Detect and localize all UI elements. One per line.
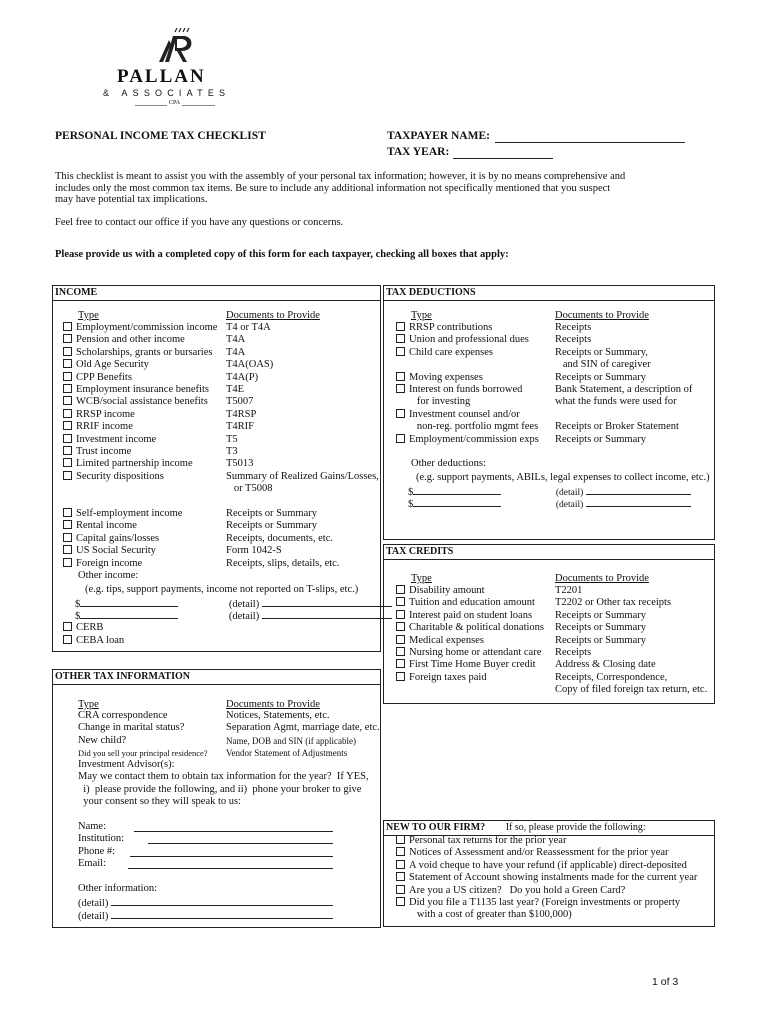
income-cerb[interactable]: CERB bbox=[63, 622, 103, 635]
credits-header: TAX CREDITS bbox=[384, 545, 714, 560]
income-type: Pension and other income bbox=[76, 334, 185, 346]
income-type: RRIF income bbox=[76, 421, 133, 433]
checkbox[interactable] bbox=[396, 372, 405, 381]
other-tax-docs: Separation Agmt, marriage date, etc. bbox=[226, 722, 380, 734]
income-row[interactable] bbox=[63, 434, 156, 447]
income-type: Employment/commission income bbox=[76, 322, 218, 333]
income-other-example: (e.g. tips, support payments, income not reported on T-slips, etc.) bbox=[85, 584, 359, 595]
checkbox[interactable] bbox=[63, 372, 72, 381]
checkbox[interactable] bbox=[63, 446, 72, 455]
deductions-row[interactable] bbox=[396, 434, 539, 447]
new-firm-text: Are you a US citizen? Do you hold a Green Card? bbox=[409, 884, 626, 896]
income-type: Foreign income bbox=[76, 557, 143, 569]
new-firm-row[interactable] bbox=[396, 885, 625, 898]
checkbox[interactable] bbox=[63, 322, 72, 331]
income-other-line-2: $ (detail) bbox=[75, 609, 392, 624]
income-docs: Summary of Realized Gains/Losses, bbox=[226, 470, 379, 482]
credits-docs: Receipts or Summary bbox=[555, 634, 646, 646]
page-number: 1 of 3 bbox=[652, 976, 679, 988]
advisor-field-label: Email: bbox=[78, 858, 106, 870]
deductions-docs: Receipts bbox=[555, 334, 592, 346]
deductions-type: Interest on funds borrowed bbox=[409, 384, 523, 395]
income-docs: T4A bbox=[226, 346, 246, 358]
income-type: Trust income bbox=[76, 446, 132, 457]
income-type: Security dispositions bbox=[76, 470, 164, 482]
logo-sub: & ASSOCIATES bbox=[103, 88, 231, 98]
other-tax-type: Did you sell your principal residence? bbox=[78, 748, 208, 759]
checkbox[interactable] bbox=[63, 622, 72, 631]
new-firm-row[interactable] bbox=[396, 897, 680, 910]
deductions-type: Child care expenses bbox=[409, 346, 493, 358]
credits-row[interactable] bbox=[396, 622, 544, 635]
credits-row[interactable] bbox=[396, 597, 535, 610]
logo-mark-icon bbox=[95, 22, 255, 66]
other-tax-section bbox=[52, 669, 381, 928]
income-docs: T4A(P) bbox=[226, 371, 259, 383]
taxpayer-name-label: TAXPAYER NAME: bbox=[387, 130, 490, 142]
checkbox[interactable] bbox=[63, 458, 72, 467]
new-firm-text: Notices of Assessment and/or Reassessment for the prior year bbox=[409, 847, 669, 859]
checkbox[interactable] bbox=[396, 585, 405, 594]
checkbox[interactable] bbox=[63, 508, 72, 517]
income-docs: Receipts or Summary bbox=[226, 520, 317, 532]
checkbox[interactable] bbox=[396, 835, 405, 844]
income-row[interactable] bbox=[63, 334, 185, 347]
income-row[interactable] bbox=[63, 558, 142, 571]
income-docs: T5007 bbox=[226, 396, 254, 408]
income-docs: T3 bbox=[226, 446, 238, 457]
credits-row[interactable] bbox=[396, 585, 485, 598]
checkbox[interactable] bbox=[396, 635, 405, 644]
income-docs: T5013 bbox=[226, 458, 254, 470]
credits-type: Medical expenses bbox=[409, 634, 484, 646]
new-firm-text: A void cheque to have your refund (if applicable) direct-deposited bbox=[409, 859, 687, 871]
advisor-field[interactable] bbox=[78, 833, 124, 846]
other-info-line-2[interactable]: (detail) bbox=[78, 909, 333, 924]
deductions-col-docs: Documents to Provide bbox=[555, 310, 649, 321]
instruction-text: Please provide us with a completed copy of this form for each taxpayer, checking all boxes that apply: bbox=[55, 249, 509, 260]
income-docs: T4RSP bbox=[226, 408, 257, 420]
new-firm-text: Statement of Account showing instalments made for the current year bbox=[409, 872, 698, 884]
advisor-line: i) please provide the following, and ii) phone your broker to give bbox=[78, 783, 362, 795]
income-row[interactable] bbox=[63, 446, 131, 459]
deductions-docs: what the funds were used for bbox=[555, 396, 677, 408]
deductions-docs: Receipts or Broker Statement bbox=[555, 421, 679, 433]
other-tax-docs: Name, DOB and SIN (if applicable) bbox=[226, 735, 356, 746]
new-firm-text: Personal tax returns for the prior year bbox=[409, 835, 567, 846]
advisor-line: Investment Advisor(s): bbox=[78, 759, 175, 770]
credits-docs: Receipts bbox=[555, 647, 592, 658]
income-docs: T5 bbox=[226, 433, 238, 445]
checkbox[interactable] bbox=[396, 885, 405, 894]
checkbox[interactable] bbox=[63, 520, 72, 529]
deductions-type: for investing bbox=[409, 396, 471, 408]
deductions-type: non-reg. portfolio mgmt fees bbox=[409, 421, 539, 433]
credits-docs: Receipts or Summary bbox=[555, 622, 646, 634]
checkbox[interactable] bbox=[396, 347, 405, 356]
checkbox[interactable] bbox=[396, 622, 405, 631]
income-row[interactable] bbox=[63, 471, 164, 484]
logo-company: PALLAN bbox=[117, 66, 206, 87]
checkbox[interactable] bbox=[396, 434, 405, 443]
credits-docs: Address & Closing date bbox=[555, 659, 656, 671]
income-row[interactable] bbox=[63, 347, 212, 360]
other-tax-type: New child? bbox=[78, 734, 127, 746]
credits-type: Foreign taxes paid bbox=[409, 671, 487, 683]
income-row[interactable] bbox=[63, 520, 137, 533]
checkbox[interactable] bbox=[396, 897, 405, 906]
income-docs: Receipts or Summary bbox=[226, 508, 317, 519]
income-type: Capital gains/losses bbox=[76, 532, 160, 544]
new-firm-row bbox=[396, 909, 572, 922]
credits-row[interactable] bbox=[396, 672, 487, 685]
credits-col-docs: Documents to Provide bbox=[555, 573, 649, 584]
deductions-other-line-1: $ (detail) bbox=[408, 485, 691, 500]
deductions-type: Employment/commission exps bbox=[409, 433, 539, 445]
checkbox[interactable] bbox=[63, 421, 72, 430]
new-firm-section bbox=[383, 820, 715, 927]
checkbox[interactable] bbox=[63, 384, 72, 393]
deductions-row[interactable] bbox=[396, 384, 522, 397]
income-section bbox=[52, 285, 381, 652]
credits-type: Charitable & political donations bbox=[409, 622, 545, 634]
deductions-type: Investment counsel and/or bbox=[409, 408, 520, 420]
other-tax-col-type: Type bbox=[78, 699, 99, 710]
other-tax-type: Change in marital status? bbox=[78, 722, 185, 734]
credits-type: Tuition and education amount bbox=[409, 597, 535, 609]
advisor-field-label: Phone #: bbox=[78, 845, 116, 857]
checkbox[interactable] bbox=[396, 597, 405, 606]
deductions-docs: Receipts or Summary bbox=[555, 371, 646, 383]
credits-col-type: Type bbox=[411, 573, 432, 584]
other-info-label: Other information: bbox=[78, 883, 158, 894]
other-tax-col-docs: Documents to Provide bbox=[226, 699, 320, 710]
taxpayer-name-field[interactable] bbox=[495, 142, 685, 143]
new-firm-row[interactable] bbox=[396, 860, 687, 873]
credits-section bbox=[383, 544, 715, 704]
deductions-col-type: Type bbox=[411, 310, 432, 321]
deductions-other-label: Other deductions: bbox=[411, 458, 486, 469]
other-tax-docs: Vendor Statement of Adjustments bbox=[226, 748, 348, 759]
income-docs: T4E bbox=[226, 384, 245, 395]
income-docs: Receipts, documents, etc. bbox=[226, 532, 334, 544]
other-tax-type: CRA correspondence bbox=[78, 710, 168, 721]
deductions-row[interactable] bbox=[396, 347, 493, 360]
checkbox[interactable] bbox=[63, 545, 72, 554]
other-tax-header: OTHER TAX INFORMATION bbox=[53, 670, 380, 685]
checkbox[interactable] bbox=[396, 322, 405, 331]
deductions-docs: Bank Statement, a description of bbox=[555, 384, 693, 395]
income-type: Old Age Security bbox=[76, 359, 149, 371]
income-type: RRSP income bbox=[76, 408, 135, 420]
checkbox[interactable] bbox=[396, 384, 405, 393]
deductions-docs: and SIN of caregiver bbox=[555, 359, 651, 371]
credits-docs: Copy of filed foreign tax return, etc. bbox=[555, 684, 708, 696]
income-row[interactable] bbox=[63, 545, 156, 558]
income-row[interactable] bbox=[63, 421, 133, 434]
deductions-row bbox=[396, 396, 470, 409]
income-type: Employment insurance benefits bbox=[76, 384, 209, 395]
income-row bbox=[63, 496, 76, 509]
income-docs: or T5008 bbox=[226, 483, 273, 495]
new-firm-text: with a cost of greater than $100,000) bbox=[409, 909, 572, 921]
new-firm-row[interactable] bbox=[396, 847, 669, 860]
checkbox[interactable] bbox=[63, 347, 72, 356]
credits-row bbox=[396, 684, 409, 697]
deductions-section bbox=[383, 285, 715, 540]
new-firm-row[interactable] bbox=[396, 872, 697, 885]
income-docs: T4 or T4A bbox=[226, 322, 271, 333]
income-row[interactable] bbox=[63, 322, 217, 335]
deductions-docs: Receipts or Summary bbox=[555, 433, 646, 445]
checkbox[interactable] bbox=[63, 396, 72, 405]
income-row[interactable] bbox=[63, 508, 182, 521]
income-type: Scholarships, grants or bursaries bbox=[76, 346, 213, 358]
checkbox[interactable] bbox=[63, 558, 72, 567]
income-row[interactable] bbox=[63, 372, 132, 385]
new-firm-row[interactable] bbox=[396, 835, 566, 848]
credits-row[interactable] bbox=[396, 635, 484, 648]
checkbox[interactable] bbox=[396, 847, 405, 856]
checkbox[interactable] bbox=[63, 359, 72, 368]
checkbox[interactable] bbox=[396, 872, 405, 881]
income-row bbox=[63, 483, 76, 496]
income-type: Investment income bbox=[76, 433, 157, 445]
income-type: Self-employment income bbox=[76, 508, 183, 519]
advisor-line: your consent so they will speak to us: bbox=[78, 796, 242, 808]
advisor-field[interactable] bbox=[78, 846, 115, 859]
checkbox[interactable] bbox=[396, 334, 405, 343]
deductions-type: Moving expenses bbox=[409, 371, 483, 383]
income-row[interactable] bbox=[63, 384, 209, 397]
advisor-field[interactable] bbox=[78, 821, 106, 834]
deductions-row bbox=[396, 359, 409, 372]
income-type: Limited partnership income bbox=[76, 458, 193, 470]
income-type: US Social Security bbox=[76, 545, 156, 557]
income-docs: Form 1042-S bbox=[226, 545, 282, 557]
checkbox[interactable] bbox=[396, 610, 405, 619]
tax-year-label: TAX YEAR: bbox=[387, 146, 450, 158]
deductions-row[interactable] bbox=[396, 322, 492, 335]
income-docs: Receipts, slips, details, etc. bbox=[226, 557, 340, 569]
credits-row[interactable] bbox=[396, 610, 532, 623]
income-row[interactable] bbox=[63, 409, 135, 422]
deductions-type: Union and professional dues bbox=[409, 334, 529, 346]
income-docs: T4A(OAS) bbox=[226, 359, 274, 371]
credits-row[interactable] bbox=[396, 647, 541, 660]
checkbox[interactable] bbox=[396, 409, 405, 418]
checkbox[interactable] bbox=[63, 434, 72, 443]
income-other-line-1: $ (detail) bbox=[75, 597, 392, 612]
credits-type: First Time Home Buyer credit bbox=[409, 659, 536, 671]
new-firm-header: NEW TO OUR FIRM? If so, please provide the following: bbox=[384, 821, 714, 836]
checkbox[interactable] bbox=[63, 635, 72, 644]
deductions-docs: Receipts or Summary, bbox=[555, 346, 648, 358]
checkbox[interactable] bbox=[396, 860, 405, 869]
advisor-field[interactable] bbox=[78, 858, 106, 871]
deductions-row bbox=[396, 421, 538, 434]
credits-row[interactable] bbox=[396, 659, 536, 672]
credits-type: Nursing home or attendant care bbox=[409, 647, 542, 658]
other-info-line-1[interactable]: (detail) bbox=[78, 896, 333, 911]
credits-docs: T2202 or Other tax receipts bbox=[555, 597, 672, 609]
checkbox[interactable] bbox=[396, 647, 405, 656]
income-row[interactable] bbox=[63, 458, 193, 471]
advisor-line: May we contact them to obtain tax information for the year? If YES, bbox=[78, 771, 369, 783]
logo-designation: CPA bbox=[169, 100, 181, 106]
income-docs: T4A bbox=[226, 334, 246, 346]
page-title: PERSONAL INCOME TAX CHECKLIST bbox=[55, 130, 266, 142]
deductions-row[interactable] bbox=[396, 334, 529, 347]
checkbox[interactable] bbox=[63, 471, 72, 480]
intro-text: This checklist is meant to assist you with the assembly of your personal tax information; however, it is by no means comprehensive and includes only the most common tax items. Be sure to include any additional information not specifically mentioned that you suspect may have potential tax implications. bbox=[55, 171, 626, 205]
deductions-other-line-2: $ (detail) bbox=[408, 497, 691, 512]
checkbox[interactable] bbox=[63, 409, 72, 418]
deductions-row[interactable] bbox=[396, 409, 520, 422]
logo bbox=[95, 22, 255, 110]
deductions-header: TAX DEDUCTIONS bbox=[384, 286, 714, 301]
checkbox[interactable] bbox=[396, 659, 405, 668]
income-row[interactable] bbox=[63, 396, 208, 409]
new-firm-text: Did you file a T1135 last year? (Foreign investments or property bbox=[409, 897, 681, 908]
income-type: CPP Benefits bbox=[76, 371, 132, 383]
checkbox[interactable] bbox=[63, 334, 72, 343]
income-other-label: Other income: bbox=[78, 570, 139, 581]
income-row[interactable] bbox=[63, 359, 149, 372]
deductions-other-example: (e.g. support payments, ABILs, legal expenses to collect income, etc.) bbox=[416, 472, 710, 483]
income-type: Rental income bbox=[76, 520, 137, 532]
advisor-field-label: Institution: bbox=[78, 833, 125, 845]
deductions-type: RRSP contributions bbox=[409, 322, 493, 333]
income-docs: T4RIF bbox=[226, 421, 255, 433]
other-tax-docs: Notices, Statements, etc. bbox=[226, 710, 330, 721]
tax-year-field[interactable] bbox=[453, 158, 553, 159]
advisor-field-label: Name: bbox=[78, 821, 106, 832]
credits-type: Disability amount bbox=[409, 585, 485, 596]
income-type: WCB/social assistance benefits bbox=[76, 396, 208, 408]
checkbox[interactable] bbox=[396, 672, 405, 681]
credits-docs: Receipts or Summary bbox=[555, 609, 646, 621]
income-header: INCOME bbox=[53, 286, 380, 301]
income-col-type: Type bbox=[78, 310, 99, 321]
contact-text: Feel free to contact our office if you have any questions or concerns. bbox=[55, 217, 344, 228]
income-ceba[interactable]: CEBA loan bbox=[63, 635, 124, 648]
credits-type: Interest paid on student loans bbox=[409, 609, 533, 621]
deductions-row[interactable] bbox=[396, 372, 483, 385]
checkbox[interactable] bbox=[63, 533, 72, 542]
income-col-docs: Documents to Provide bbox=[226, 310, 320, 321]
deductions-docs: Receipts bbox=[555, 322, 592, 333]
income-row[interactable] bbox=[63, 533, 159, 546]
credits-docs: Receipts, Correspondence, bbox=[555, 671, 668, 683]
credits-docs: T2201 bbox=[555, 585, 583, 596]
